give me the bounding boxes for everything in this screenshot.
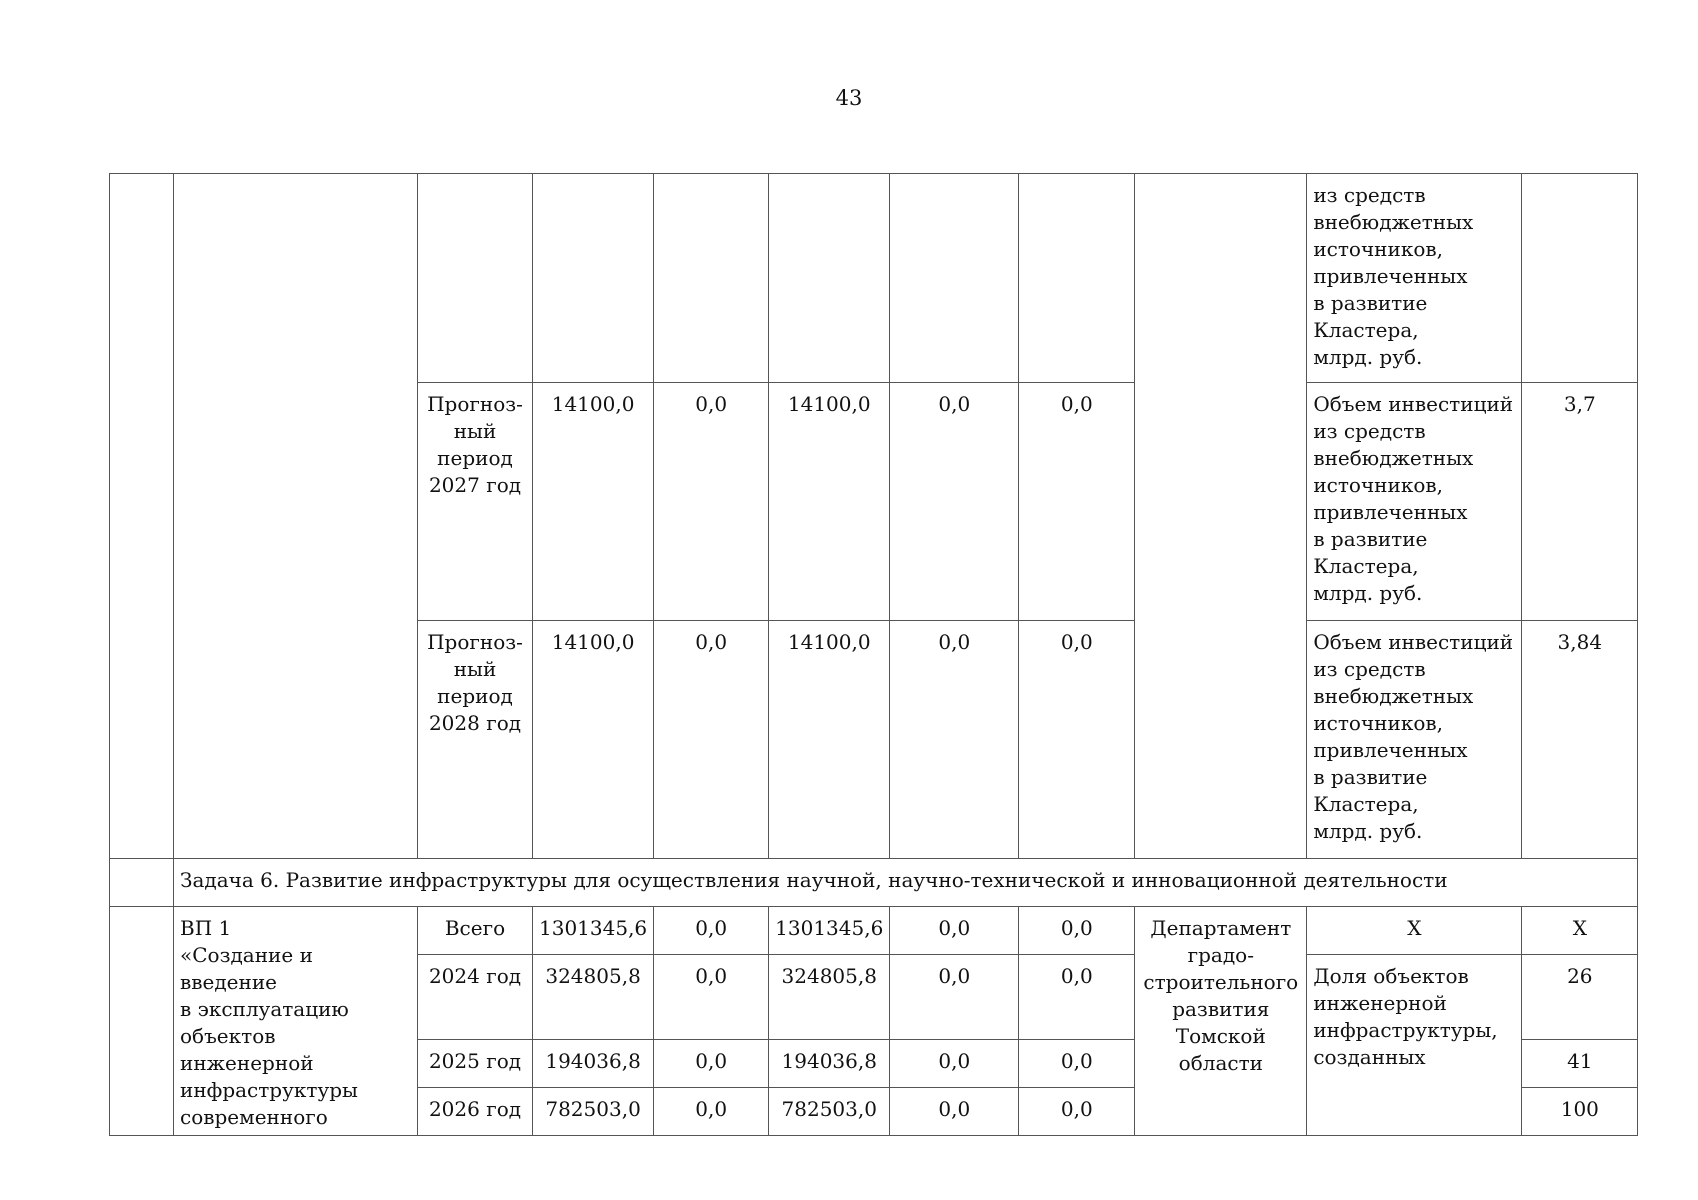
amount-cell: 0,0 — [890, 621, 1019, 859]
indicator-cell: Объем инвестиций из средств внебюджетных источников, привлеченных в развитие Кластера, млрд. руб. — [1307, 621, 1522, 859]
amount-cell: 0,0 — [1019, 621, 1135, 859]
task-title: Задача 6. Развитие инфраструктуры для осуществления научной, научно-технической и инновационной деятельности — [174, 859, 1638, 907]
amount-cell: 0,0 — [1019, 907, 1135, 955]
amount-cell: 1301345,6 — [769, 907, 890, 955]
amount-cell — [654, 174, 769, 383]
number-cell — [110, 907, 174, 1136]
program-table — [109, 173, 1638, 1136]
indicator-value-cell: 26 — [1522, 955, 1638, 1040]
amount-cell: 0,0 — [890, 955, 1019, 1040]
indicator-value-cell: 3,7 — [1522, 383, 1638, 621]
amount-cell: 0,0 — [1019, 1088, 1135, 1136]
total-cell: 14100,0 — [533, 621, 654, 859]
period-cell: 2024 год — [418, 955, 533, 1040]
amount-cell: 782503,0 — [769, 1088, 890, 1136]
amount-cell: 324805,8 — [769, 955, 890, 1040]
activity-name-cell — [174, 174, 418, 859]
amount-cell — [533, 174, 654, 383]
table-row — [110, 174, 1638, 383]
indicator-cell: Объем инвестиций из средств внебюджетных источников, привлеченных в развитие Кластера, млрд. руб. — [1307, 383, 1522, 621]
total-cell: 782503,0 — [533, 1088, 654, 1136]
amount-cell: 0,0 — [890, 907, 1019, 955]
total-cell: 1301345,6 — [533, 907, 654, 955]
amount-cell: 0,0 — [890, 383, 1019, 621]
period-cell — [418, 174, 533, 383]
indicator-value-cell: 41 — [1522, 1040, 1638, 1088]
amount-cell: 0,0 — [654, 955, 769, 1040]
period-cell: 2026 год — [418, 1088, 533, 1136]
amount-cell: 14100,0 — [769, 383, 890, 621]
amount-cell: 0,0 — [890, 1088, 1019, 1136]
amount-cell — [1019, 174, 1135, 383]
indicator-value-cell: 100 — [1522, 1088, 1638, 1136]
executor-cell — [1135, 174, 1307, 859]
amount-cell: 0,0 — [1019, 1040, 1135, 1088]
indicator-value-cell — [1522, 174, 1638, 383]
indicator-value-cell: Х — [1522, 907, 1638, 955]
number-cell — [110, 174, 174, 859]
indicator-cell: Х — [1307, 907, 1522, 955]
executor-cell: Департамент градо- строительного развития Томской области — [1135, 907, 1307, 1136]
amount-cell: 0,0 — [890, 1040, 1019, 1088]
indicator-cell: Доля объектов инженерной инфраструктуры, созданных — [1307, 955, 1522, 1136]
number-cell — [110, 859, 174, 907]
amount-cell: 0,0 — [1019, 955, 1135, 1040]
period-cell: Прогноз- ный период 2028 год — [418, 621, 533, 859]
total-cell: 14100,0 — [533, 383, 654, 621]
table-row — [110, 907, 1638, 955]
amount-cell: 0,0 — [654, 1040, 769, 1088]
activity-name-cell: ВП 1 «Создание и введение в эксплуатацию объектов инженерной инфраструктуры современного — [174, 907, 418, 1136]
total-cell: 324805,8 — [533, 955, 654, 1040]
amount-cell — [890, 174, 1019, 383]
amount-cell: 0,0 — [1019, 383, 1135, 621]
amount-cell: 14100,0 — [769, 621, 890, 859]
indicator-value-cell: 3,84 — [1522, 621, 1638, 859]
amount-cell — [769, 174, 890, 383]
task-row — [110, 859, 1638, 907]
amount-cell: 194036,8 — [769, 1040, 890, 1088]
amount-cell: 0,0 — [654, 383, 769, 621]
total-cell: 194036,8 — [533, 1040, 654, 1088]
amount-cell: 0,0 — [654, 1088, 769, 1136]
period-cell: 2025 год — [418, 1040, 533, 1088]
period-cell: Всего — [418, 907, 533, 955]
indicator-cell: из средств внебюджетных источников, привлеченных в развитие Кластера, млрд. руб. — [1307, 174, 1522, 383]
period-cell: Прогноз- ный период 2027 год — [418, 383, 533, 621]
amount-cell: 0,0 — [654, 907, 769, 955]
amount-cell: 0,0 — [654, 621, 769, 859]
page-number: 43 — [835, 86, 863, 110]
